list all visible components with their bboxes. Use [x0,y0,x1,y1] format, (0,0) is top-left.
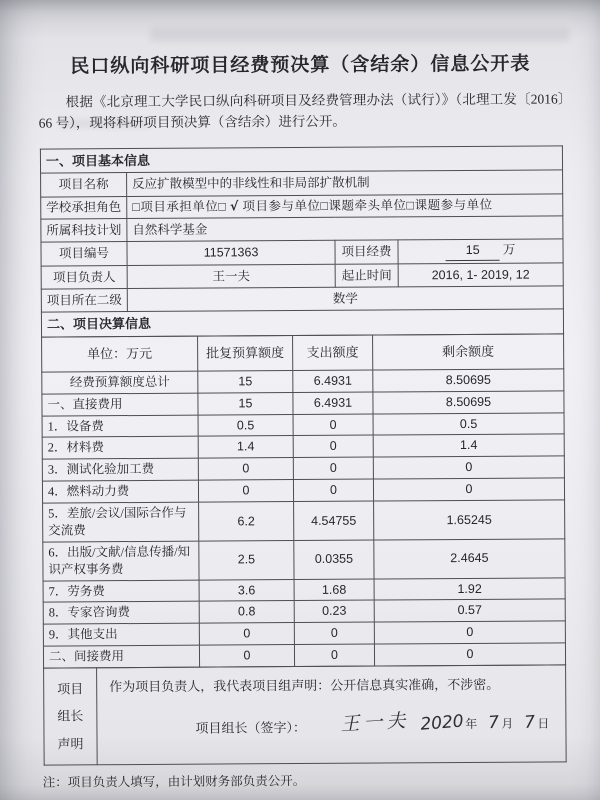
settlement-cell: 0.23 [294,600,374,622]
decl-left-line: 项目 [57,681,84,697]
settlement-cell: 3.6 [199,579,294,601]
declaration-left-label [44,668,98,765]
settlement-cell: 0 [374,643,565,666]
year-suffix: 年 [465,717,478,732]
settlement-cell: 2．材料费 [42,437,198,460]
settlement-cell: 0 [294,644,374,666]
settlement-cell: 0 [293,435,373,457]
project-number-row [41,239,563,266]
settlement-row [43,500,565,542]
settlement-cell: 一、直接费用 [42,393,198,416]
declaration-row [44,665,567,765]
date-day: 7 [523,712,537,734]
project-name-value: 反应扩散模型中的非线性和非局部扩散机制 [127,170,563,197]
department-row [41,286,563,312]
settlement-row [43,621,565,646]
month-suffix: 月 [501,717,514,732]
signature-date [420,712,550,736]
settlement-cell: 15 [198,370,293,392]
settlement-cell: 1.65245 [374,500,565,540]
footer-note: 注：项目负责人填写，由计划财务部负责公开。 [42,774,306,790]
declaration-content [97,665,567,765]
settlement-cell: 0 [293,457,373,479]
settlement-cell: 4．燃料动力费 [42,480,198,503]
settlement-cell: 3．测试化验加工费 [42,458,198,481]
settlement-cell: 2.5 [199,540,294,579]
settlement-cell: 0 [199,645,294,667]
settlement-cell: 15 [198,392,293,414]
decl-left-line: 组长 [57,708,84,724]
settlement-cell: 1.68 [294,579,374,601]
settlement-cell: 5．差旅/会议/国际合作与交流费 [43,502,199,542]
unit-label: 单位：万元 [42,336,198,372]
intro-paragraph: 根据《北京理工大学民口纵向科研项目及经费管理办法（试行）》（北理工发〔2016〕66 号），现将科研项目预决算（含结余）进行公开。 [38,91,565,131]
settlement-row [42,391,564,416]
settlement-row [42,369,564,394]
settlement-cell: 0.57 [374,599,565,622]
settlement-cell: 6.4931 [293,392,373,414]
settlement-cell: 8．专家咨询费 [43,602,199,625]
settlement-cell: 2.4645 [374,539,565,579]
project-name-label: 项目名称 [41,173,127,198]
program-value: 自然科学基金 [127,216,563,242]
budget-unit: 万 [502,243,516,258]
leader-signature: 王一夫 [339,709,410,736]
basic-info-table [40,145,564,337]
school-role-value [127,194,563,219]
day-suffix: 日 [537,716,550,731]
settlement-cell: 0.5 [373,412,564,435]
sign-label: 项目组长（签字）： [195,719,307,736]
project-number-value: 11571363 [127,241,335,266]
basic-info-section-title: 一、项目基本信息 [40,146,562,174]
settlement-cell: 经费预算额度总计 [42,371,198,394]
settlement-cell: 0.8 [199,601,294,623]
settlement-cell: 0 [293,414,373,436]
settlement-row [42,456,564,481]
settlement-cell: 0 [198,480,293,502]
project-budget-value [398,239,563,264]
settlement-row [42,434,564,459]
settlement-cell: 1.92 [374,577,565,600]
settlement-cell: 1.4 [373,434,564,457]
settlement-cell: 0 [373,456,564,479]
settlement-cell: 0 [374,621,565,644]
project-name-row [41,170,563,197]
settlement-cell: 6.2 [199,502,294,541]
settlement-cell: 0 [293,479,373,501]
settlement-cell: 1.4 [198,436,293,458]
settlement-row [42,478,564,503]
col-header-spent: 支出额度 [293,335,373,370]
declaration-statement: 作为项目负责人，我代表项目组声明：公开信息真实准确，不涉密。 [109,676,500,695]
project-leader-value: 王一夫 [127,265,335,289]
settlement-row [42,412,564,437]
settlement-cell: 4.54755 [294,501,374,540]
settlement-cell: 1．设备费 [42,415,198,438]
project-number-label: 项目编号 [41,242,127,266]
settlement-cell: 0.5 [198,414,293,436]
settlement-body [42,369,566,668]
project-leader-label: 项目负责人 [41,266,127,290]
settlement-section-title: 二、项目决算信息 [41,309,563,337]
budget-amount: 15 [446,242,500,261]
period-label: 起止时间 [335,264,398,287]
form-tables [40,145,566,765]
settlement-row [43,539,565,581]
settlement-cell: 0 [198,458,293,480]
settlement-cell: 0 [199,623,294,645]
program-row [41,216,563,242]
department-value: 数学 [127,286,563,312]
period-value: 2016, 1- 2019, 12 [398,263,563,287]
settlement-row [43,577,565,602]
col-header-budget: 批复预算额度 [198,335,293,371]
declaration-table [43,664,567,765]
settlement-table [41,333,566,668]
settlement-cell: 0.0355 [294,540,374,579]
school-role-label: 学校承担角色 [41,197,127,220]
settlement-cell: 6．出版/文献/信息传播/知识产权事务费 [43,541,199,581]
settlement-cell: 0 [373,478,564,501]
decl-left-line: 声明 [57,736,84,752]
program-label: 所属科技计划 [41,219,127,243]
role-option-rest: 项目参与单位□课题牵头单位□课题参与单位 [242,198,493,214]
school-role-row [41,194,563,219]
settlement-cell: 9．其他支出 [43,623,199,646]
settlement-row [43,599,565,624]
section-header-row [40,146,562,174]
settlement-cell: 6.4931 [293,370,373,392]
settlement-cell: 二、间接费用 [43,645,199,668]
signature-row [109,709,555,737]
settlement-cell: 8.50695 [373,369,564,392]
department-label: 项目所在二级 [41,289,127,313]
project-budget-label: 项目经费 [335,240,398,264]
settlement-cell: 7．劳务费 [43,580,199,603]
settlement-cell: 0 [294,622,374,644]
date-month: 7 [487,712,501,734]
role-option-prefix: □项目承担单位□ [132,199,227,215]
settlement-header-row [42,334,564,372]
project-leader-row [41,263,563,289]
checkmark-icon: √ [229,198,239,214]
col-header-remain: 剩余额度 [373,334,564,370]
settlement-cell: 8.50695 [373,391,564,414]
date-year: 2020 [419,711,464,736]
form-title: 民口纵向科研项目经费预决算（含结余）信息公开表 [70,53,531,78]
